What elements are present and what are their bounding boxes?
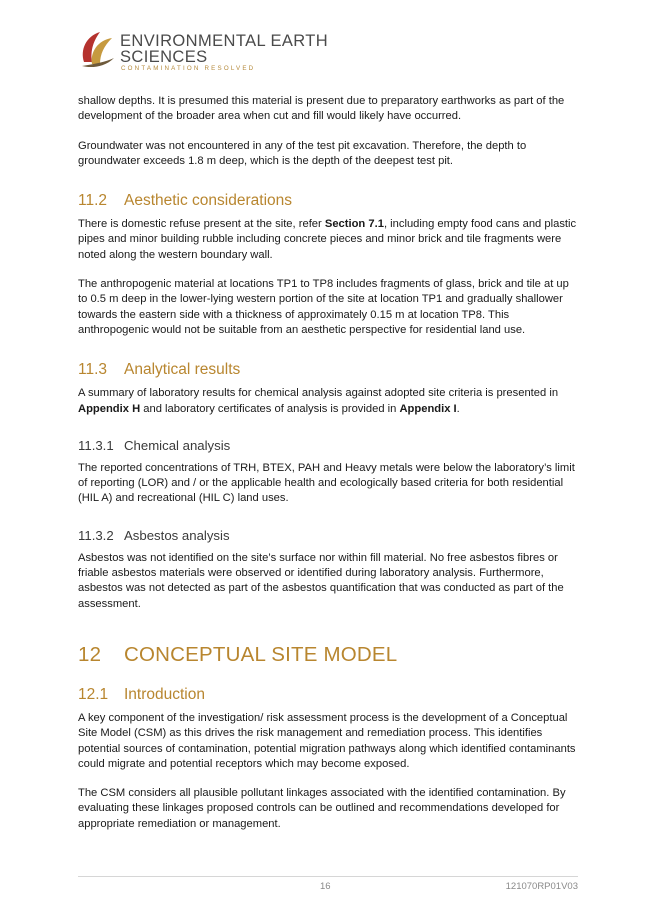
section-number: 11.2: [78, 192, 108, 210]
paragraph: [78, 217, 578, 263]
section-number: 11.3: [78, 361, 108, 379]
paragraph: The reported concentrations of TRH, BTEX, PAH and Heavy metals were below the laboratory’s limit of reporting (LOR) and / or the applicable health and ecologically based criteria for both residential (HIL A) and recreational (HIL C) land uses.: [78, 461, 575, 505]
main-content: [78, 94, 578, 832]
paragraph: The anthropogenic material at locations TP1 to TP8 includes fragments of glass, brick and tile at up to 0.5 m deep in the lower-lying western portion of the site at location TP1 and gradually shallower towards the eastern side with a thickness of approximately 0.15 m at location TP8. This anthropogenic would not be suitable from an aesthetic perspective for residential land use.: [78, 278, 569, 336]
leaf-logo-icon: [78, 28, 118, 70]
text-run: and laboratory certificates of analysis is provided in: [140, 402, 400, 415]
subsection-title: Chemical analysis: [124, 437, 231, 453]
appendix-reference: Appendix H: [78, 402, 141, 415]
section-heading-12-1: [78, 685, 578, 705]
section-title: Introduction: [124, 685, 205, 703]
footer-divider: [78, 876, 578, 877]
section-number: 12.1: [78, 685, 109, 703]
page-number: 16: [320, 881, 331, 892]
section-title: Aesthetic considerations: [124, 192, 293, 210]
company-name-line2: SCIENCES: [120, 48, 208, 66]
section-title: Analytical results: [124, 361, 241, 379]
subsection-title: Asbestos analysis: [124, 527, 230, 543]
paragraph: A key component of the investigation/ risk assessment process is the development of a Conceptual Site Model (CSM) as this drives the risk management and remediation process. This identifies potential sources of contamination, potential migration pathways along which identified contaminants could migrate and potential receptors which may become exposed.: [78, 711, 576, 770]
appendix-reference: Appendix I: [399, 402, 457, 415]
paragraph: shallow depths. It is presumed this material is present due to preparatory earthworks as part of the development of the broader area when cut and fill would likely have occurred.: [78, 95, 565, 123]
company-name-line1: ENVIRONMENTAL EARTH: [120, 32, 329, 50]
company-logo: [78, 28, 338, 74]
document-reference: 121070RP01V03: [505, 881, 578, 892]
chapter-heading-12: [78, 642, 578, 668]
subsection-heading-11-3-2: [78, 527, 578, 545]
section-heading-11-2: [78, 191, 578, 211]
text-run: .: [456, 402, 460, 415]
subsection-number: 11.3.2: [78, 527, 114, 543]
subsection-number: 11.3.1: [78, 437, 114, 453]
paragraph: Groundwater was not encountered in any of the test pit excavation. Therefore, the depth to groundwater exceeds 1.8 m deep, which is the depth of the deepest test pit.: [78, 139, 527, 167]
paragraph: The CSM considers all plausible pollutant linkages associated with the identified contamination. By evaluating these linkages proposed controls can be outlined and recommendations developed for appropriate remediation or management.: [78, 787, 566, 830]
company-tagline: CONTAMINATION RESOLVED: [121, 65, 256, 72]
paragraph: [78, 386, 578, 417]
section-heading-11-3: [78, 360, 578, 380]
subsection-heading-11-3-1: [78, 437, 578, 455]
section-reference: Section 7.1: [324, 218, 384, 231]
paragraph: Asbestos was not identified on the site’s surface nor within fill material. No free asbestos fibres or friable asbestos materials were observed or identified during laboratory analysis. Furthermore, asbestos was not detected as part of the asbestos quantification that was conducted as part of the assessment.: [78, 551, 564, 610]
text-run: , including empty food cans and plastic pipes and minor building rubble including concrete pieces and minor brick and tile fragments were noted along the western boundary wall.: [78, 218, 577, 261]
text-run: A summary of laboratory results for chemical analysis against adopted site criteria is presented in: [78, 387, 559, 400]
chapter-number: 12: [78, 642, 102, 666]
text-run: There is domestic refuse present at the site, refer: [78, 218, 325, 231]
chapter-title: CONCEPTUAL SITE MODEL: [124, 642, 398, 666]
